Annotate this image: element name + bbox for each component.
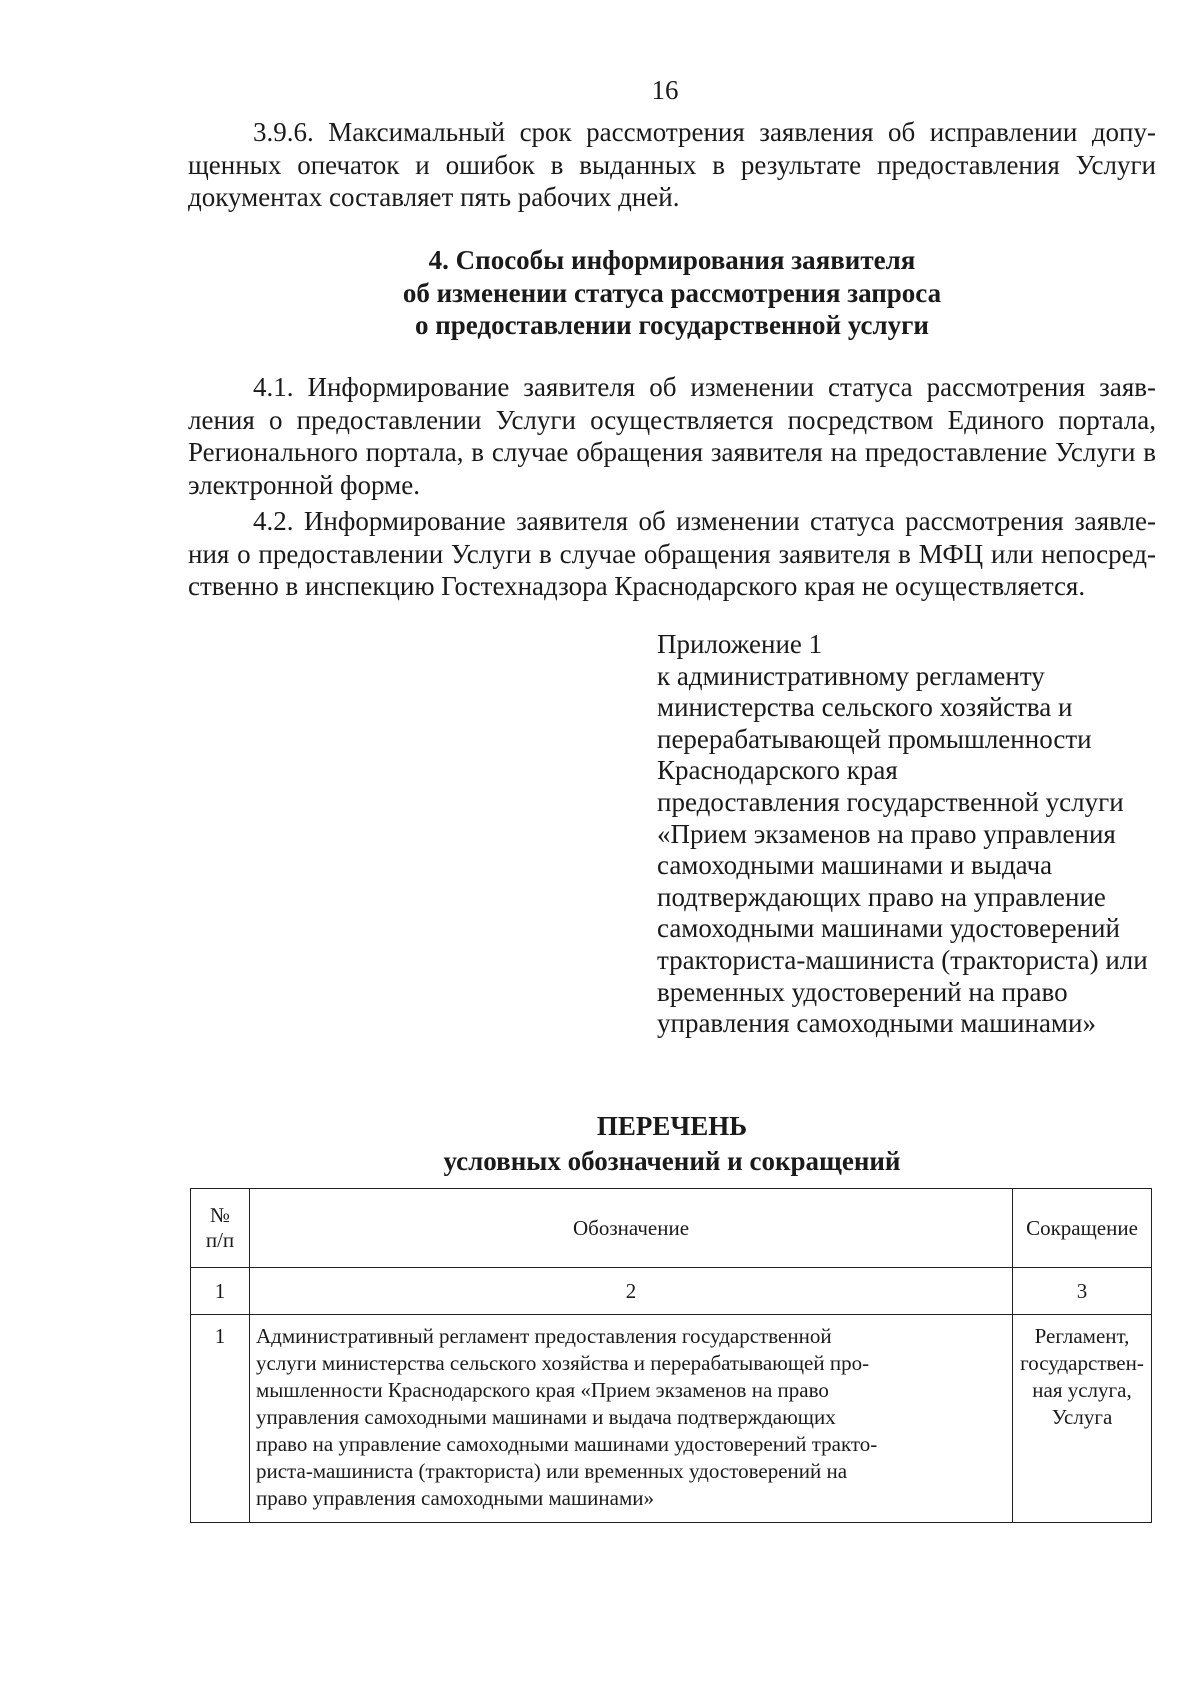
column-number: 1 bbox=[191, 1268, 250, 1315]
row-name-line: управления самоходными машинами и выдача подтверждающих bbox=[256, 1405, 836, 1429]
table-header-row bbox=[191, 1189, 1152, 1268]
header-num-line: № bbox=[209, 1203, 231, 1227]
appendix-line: к административному регламенту bbox=[657, 660, 1045, 691]
row-abbr-line: Регламент, bbox=[1034, 1324, 1130, 1348]
list-subtitle: условных обозначений и сокращений bbox=[443, 1146, 901, 1176]
row-name-line: право управления самоходными машинами» bbox=[256, 1486, 654, 1510]
abbreviations-table bbox=[190, 1188, 1152, 1523]
paragraph-line: документах составляет пять рабочих дней. bbox=[188, 182, 680, 212]
row-name bbox=[250, 1315, 1013, 1523]
row-abbr bbox=[1013, 1315, 1152, 1523]
row-abbr-line: государствен- bbox=[1020, 1351, 1144, 1375]
heading-line: об изменении статуса рассмотрения запроса bbox=[402, 277, 942, 308]
paragraph-line: 4.2. Информирование заявителя об изменении статуса рассмотрения заявле- bbox=[253, 506, 1156, 536]
paragraph-line: 4.1. Информирование заявителя об изменении статуса рассмотрения заяв- bbox=[253, 372, 1156, 402]
header-num bbox=[191, 1189, 250, 1268]
row-abbr-line: Услуга bbox=[1051, 1405, 1113, 1429]
appendix-line: перерабатывающей промышленности bbox=[657, 723, 1092, 754]
table-row bbox=[191, 1315, 1152, 1523]
page-number: 16 bbox=[651, 75, 679, 105]
row-name-line: услуги министерства сельского хозяйства и перерабатывающей про- bbox=[256, 1351, 870, 1375]
appendix-line: предоставления государственной услуги bbox=[657, 786, 1124, 817]
row-name-line: право на управление самоходными машинами удостоверений тракто- bbox=[256, 1432, 878, 1456]
paragraph-line: ния о предоставлении Услуги в случае обращения заявителя в МФЦ или непосред- bbox=[188, 538, 1156, 569]
list-title: ПЕРЕЧЕНЬ bbox=[596, 1111, 748, 1141]
paragraph-line: щенных опечаток и ошибок в выданных в результате предоставления Услуги bbox=[188, 149, 1156, 180]
paragraph-line: ления о предоставлении Услуги осуществляется посредством Единого портала, bbox=[188, 404, 1156, 435]
header-abbr: Сокращение bbox=[1013, 1189, 1152, 1268]
row-num: 1 bbox=[191, 1315, 250, 1523]
paragraph-line: в электронной форме. bbox=[188, 437, 1156, 500]
appendix-line: «Прием экзаменов на право управления bbox=[657, 818, 1116, 849]
appendix-line: самоходными машинами удостоверений bbox=[657, 913, 1120, 944]
appendix-line: министерства сельского хозяйства и bbox=[657, 692, 1073, 723]
appendix-line: управления самоходными машинами» bbox=[657, 1008, 1096, 1039]
section-4-heading bbox=[188, 244, 1156, 342]
table-column-numbers-row bbox=[191, 1268, 1152, 1315]
heading-line: 4. Способы информирования заявителя bbox=[428, 245, 916, 275]
appendix-line: временных удостоверений на право bbox=[657, 976, 1068, 1007]
heading-line: о предоставлении государственной услуги bbox=[414, 310, 929, 340]
row-name-line: Административный регламент предоставления государственной bbox=[256, 1324, 832, 1348]
appendix-line: самоходными машинами и выдача bbox=[657, 850, 1053, 881]
appendix-caption bbox=[657, 629, 1177, 1040]
appendix-line: Краснодарского края bbox=[657, 755, 898, 786]
appendix-line: Приложение 1 bbox=[657, 629, 823, 659]
paragraph-line: Регионального портала, в случае обращения заявителя на предоставление Услуги bbox=[188, 437, 1136, 467]
header-num-line: п/п bbox=[205, 1228, 235, 1252]
paragraph-4-1 bbox=[188, 371, 1156, 501]
header-name: Обозначение bbox=[250, 1189, 1013, 1268]
paragraph-line: ственно в инспекцию Гостехнадзора Краснодарского края не осуществляется. bbox=[188, 571, 1086, 601]
column-number: 3 bbox=[1013, 1268, 1152, 1315]
row-abbr-line: ная услуга, bbox=[1032, 1378, 1132, 1402]
paragraph-3-9-6 bbox=[188, 116, 1156, 214]
appendix-line: тракториста-машиниста (тракториста) или bbox=[657, 944, 1148, 975]
appendix-line: подтверждающих право на управление bbox=[657, 881, 1106, 912]
row-name-line: мышленности Краснодарского края «Прием экзаменов на право bbox=[256, 1378, 829, 1402]
paragraph-4-2 bbox=[188, 505, 1156, 603]
column-number: 2 bbox=[250, 1268, 1013, 1315]
paragraph-line: 3.9.6. Максимальный срок рассмотрения заявления об исправлении допу- bbox=[253, 117, 1156, 147]
row-name-line: риста-машиниста (тракториста) или временных удостоверений на bbox=[256, 1459, 848, 1483]
